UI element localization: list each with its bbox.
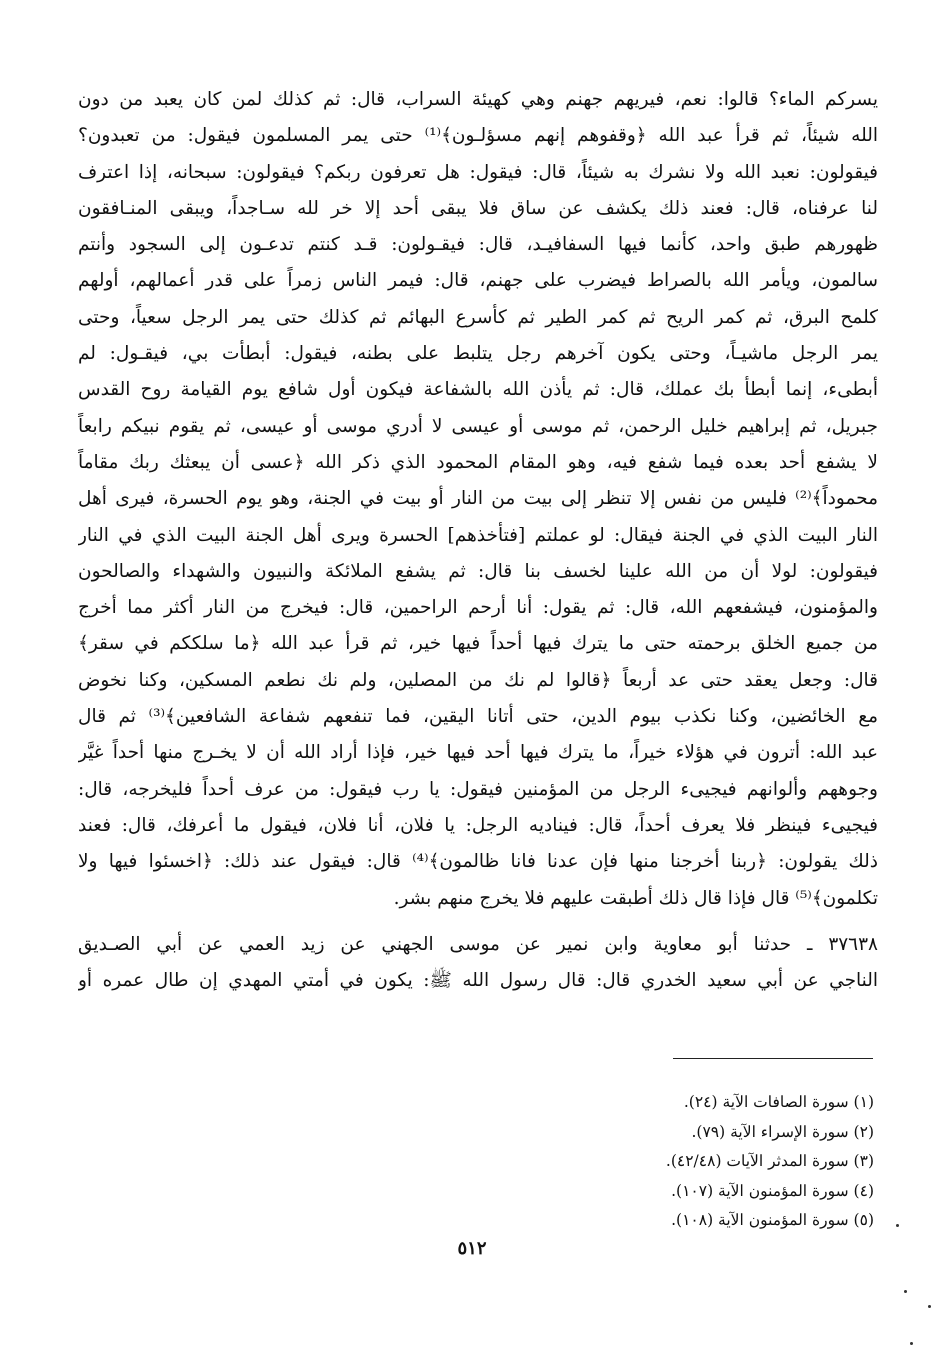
main-text-block: [78, 82, 878, 999]
text-line: تكلمون﴾⁽⁵⁾ قال فإذا قال ذلك أطبقت عليهم فلا يخرج منهم بشر.: [393, 887, 878, 909]
text-line: فيجيىء فينظر فلا يعرف أحداً، قال: فيناديه الرجل: يا فلان، أنا فلان، فيقول ما أعرفك، قال: فعند: [78, 814, 878, 836]
text-line: مع الخائضين، وكنا نكذب بيوم الدين، حتى أتانا اليقين، فما تنفعهم شفاعة الشافعين﴾⁽³⁾ ثم قال: [78, 706, 878, 728]
scan-speck: [904, 1290, 907, 1293]
footnote-separator: [673, 1058, 873, 1059]
text-line: كلمح البرق، ثم كمر الريح ثم كمر الطير ثم كأسرع البهائم ثم كذلك حتى يمر الرجل سعياً، وحتى: [78, 306, 878, 328]
text-line: لا يشفع أحد بعده فيما شفع فيه، وهو المقام المحمود الذي ذكر الله ﴿عسى أن يبعثك ربك مقاماً: [78, 451, 878, 473]
text-line: سالمون، ويأمر الله بالصراط فيضرب على جهنم، قال: فيمر الناس زمراً على قدر أعمالهم، أولهم: [78, 270, 878, 292]
footnote: (١) سورة الصافات الآية (٢٤).: [683, 1093, 874, 1111]
footnote: (٤) سورة المؤمنون الآية (١٠٧).: [671, 1181, 874, 1200]
text-line: ذلك يقولون: ﴿ربنا أخرجنا منها فإن عدنا فانا ظالمون﴾⁽⁴⁾ قال: فيقول عند ذلك: ﴿اخسئوا فيها ولا: [78, 851, 878, 873]
text-line: يمر الرجل ماشيـاً، وحتى يكون آخرهم رجل يتلبط على بطنه، فيقول: أبطأت بي، فيقـول: لم: [78, 343, 878, 365]
text-line: لنا عرفناه، قال: فعند ذلك يكشف عن ساق فلا يبقى أحد إلا خر لله سـاجداً، ويبقى المنـافقون: [78, 197, 878, 219]
text-line: فيقولون: نعبد الله ولا نشرك به شيئاً، قال: فيقول: هل تعرفون ربكم؟ فيقولون: سبحانه، إذا اعترف: [78, 161, 878, 183]
text-line: فيقولون: لولا أن من الله علينا لخسف بنا قال: ثم يشفع الملائكة والنبيون والشهداء والصالحون: [78, 560, 878, 582]
text-line: من جميع الخلق برحمته حتى ما يترك فيها أحداً فيها خير، ثم قرأ عبد الله ﴿ما سلككم في سقر﴾: [78, 633, 878, 655]
text-line: ظهورهم طبق واحد، كأنما فيها السفافيـد، قال: فيقـولون: قـد كنتم تدعـون إلى السجود وأنتم: [78, 234, 878, 256]
text-line: يسركم الماء؟ قالوا: نعم، فيريهم جهنم وهي كهيئة السراب، قال: ثم كذلك لمن كان يعبد من دون: [78, 89, 878, 110]
text-line: قال: وجعل يعقد حتى عد أربعاً ﴿قالوا لم نك من المصلين، ولم نك نطعم المسكين، وكنا نخوض: [78, 669, 878, 691]
hadith-line: ٣٧٦٣٨ ـ حدثنا أبو معاوية وابن نمير عن موسى الجهني عن زيد العمي عن أبي الصـديق: [78, 933, 878, 955]
text-line: الله شيئاً، ثم قرأ عبد الله ﴿وقفوهم إنهم مسؤلـون﴾⁽¹⁾ حتى يمر المسلمون فيقول: من تعبدون؟: [78, 125, 878, 147]
text-line: أبطىء، إنما أبطأ بك عملك، قال: ثم يأذن الله بالشفاعة فيكون أول شافع يوم القيامة روح القدس: [78, 379, 878, 401]
text-line: النار البيت الذي في الجنة فيقال: لو عملتم [فتأخذهم] الحسرة ويرى أهل الجنة البيت الذي في النار: [78, 524, 878, 546]
text-line: والمؤمنون، فيشفعهم الله، قال: ثم يقول: أنا أرحم الراحمين، قال: فيخرج من النار أكثر مما أخرج: [78, 597, 878, 619]
footnotes: [554, 1088, 874, 1236]
text-line: وجوههم وألوانهم فيجيىء الرجل من المؤمنين فيقول: يا رب فيقول: من عرف أحداً فليخرجه، قال:: [78, 778, 878, 800]
scan-speck: [896, 1224, 899, 1227]
scan-speck: [910, 1342, 913, 1345]
footnote: (٢) سورة الإسراء الآية (٧٩).: [691, 1122, 874, 1141]
hadith-line: الناجي عن أبي سعيد الخدري قال: قال رسول الله ﷺ: يكون في أمتي المهدي إن طال عمره أو: [78, 970, 878, 992]
text-line: عبد الله: أترون في هؤلاء خيراً، ما يترك فيها أحد فيها خير، فإذا أراد الله أن لا يخـرج منها أحداً غيَّر: [78, 742, 878, 764]
footnote: (٣) سورة المدثر الآيات (٤٢/٤٨).: [665, 1152, 874, 1170]
hadith-paragraph: [78, 927, 878, 1000]
text-line: جبريل، ثم إبراهيم خليل الرحمن، ثم موسى أو عيسى لا أدري موسى أو عيسى، ثم يقوم نبيكم رابعاً: [78, 415, 878, 437]
text-line: محموداً﴾⁽²⁾ فليس من نفس إلا تنظر إلى بيت من النار أو بيت في الجنة، وهو يوم الحسرة، فيرى أهل: [78, 488, 878, 510]
footnote: (٥) سورة المؤمنون الآية (١٠٨).: [671, 1211, 874, 1229]
page-number: ٥١٢: [457, 1238, 487, 1259]
scan-speck: [928, 1305, 931, 1308]
